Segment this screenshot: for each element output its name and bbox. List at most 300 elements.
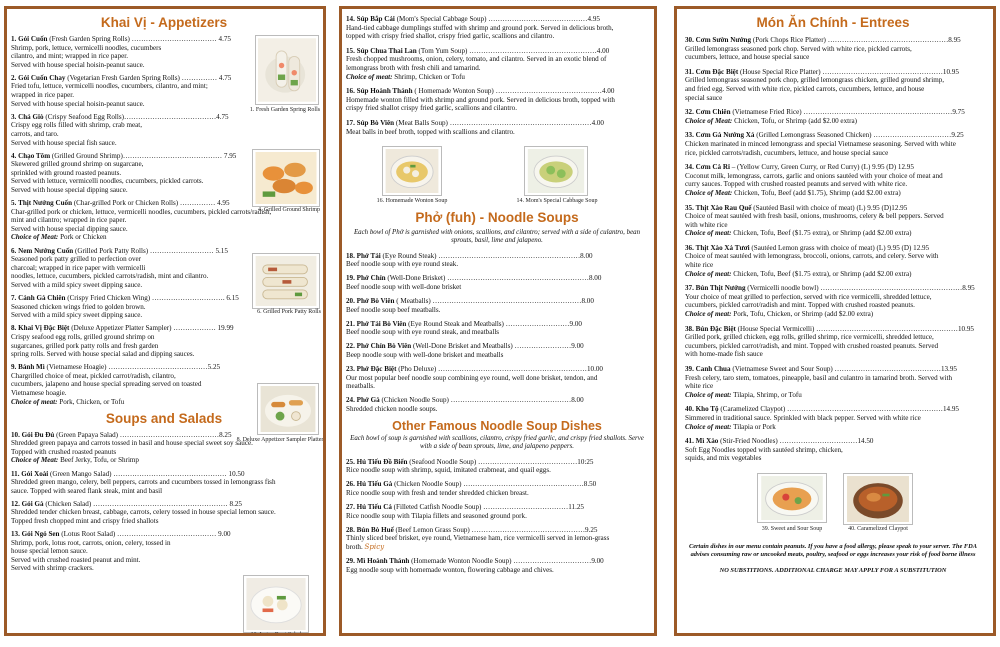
menu-item-number: 20. [346,297,355,306]
menu-item-description: Topped fresh chopped mint and crispy fried shallots [11,517,159,525]
menu-item-price-line: (Eye Round Steak and Meatballs) ………………………9.00 [408,319,582,328]
choice-value: Tilapia, Shrimp, or Tofu [733,390,802,399]
menu-item-header [346,480,648,489]
menu-item-price-line: ( Homemade Wonton Soup) ………………………………………4.00 [414,87,615,96]
menu-item-name: Gỏi Xoài [21,469,49,478]
menu-item-name: Bún Đặc Biệt [695,324,736,333]
menu-item-description: Fried tofu, lettuce, vermicelli noodles, cucumbers, cilantro, and mint; [11,82,208,91]
menu-item-name: Cơm Gà Nướng Xả [695,131,755,140]
menu-item-name: Phở Tái [356,251,381,260]
menu-item-name: Bún Thịt Nướng [695,284,746,293]
soups-column [346,15,648,580]
menu-item-price-line: (Meat Balls Soup) ……………………………………………………4.00 [395,118,604,127]
menu-item-header [685,68,981,77]
menu-item-name: Súp Hoành Thánh [356,87,413,96]
menu-item-number: 40. [685,405,694,414]
menu-item-description: sprinkled with ground roasted peanuts. [11,168,122,177]
entrees-list [685,36,981,463]
menu-item-choice-line [685,310,981,319]
menu-item [11,113,317,147]
menu-item-header [685,131,981,140]
menu-item-description: Grilled lemongrass seasoned pork chop, grilled lemongrass chicken, grilled ground shrimp, [685,76,945,85]
menu-item-description: Shrimp, pork, lettuce, vermicelli noodles, cucumbers [11,43,162,52]
menu-item [346,365,648,391]
menu-item-description: Our most popular beef noodle soup combining eye round, well done brisket, tendon, and [346,373,598,382]
menu-item [346,274,648,291]
menu-item-number: 22. [346,342,355,351]
menu-item-header [346,396,648,405]
choice-label: Choice of meat: [685,422,732,431]
menu-item-name: Súp Bắp Cải [356,15,395,23]
menu-item-number: 3. [11,112,17,121]
menu-item-number: 26. [346,480,355,489]
menu-item-description: wrapped in rice paper. [11,91,75,100]
menu-item [685,131,981,157]
menu-item-number: 4. [11,151,17,160]
menu-item-price-line: (Grilled Lemongrass Seasoned Chicken) ……………………………9.25 [756,131,964,140]
menu-item-description: house special lemon sauce. [11,547,88,556]
menu-item-description: Served with house special hoisin-peanut sauce. [11,99,145,108]
menu-item-description: cucumbers, lettuce, and house special sauce [685,53,810,62]
choice-value: Pork or Chicken [60,233,107,242]
menu-item-header [11,113,317,122]
choice-label: Choice of Meat: [685,188,733,197]
menu-item-description: Served with shrimp crackers. [11,564,94,573]
menu-item-number: 9. [11,363,17,372]
menu-item-number: 27. [346,503,355,512]
menu-item [685,108,981,125]
menu-item-description: Beef noodle soup with eye round steak, and meatballs [346,328,500,337]
menu-item-description: Rice noodle soup with Tilapia fillets and seasoned ground pork. [346,511,527,520]
menu-item-number: 19. [346,274,355,283]
other-noodles-intro: Each bowl of soup is garnished with scallions, cilantro, crispy fried garlic, and crispy fried shallots. Serve with a side of bean sprouts, lime, and jalapeno peppers. [350,435,644,451]
menu-item-header [11,470,317,479]
menu-item-price-line: (Stir-Fried Noodles) ……………………………14.50 [720,437,874,446]
menu-item-name: Mì Xào [695,437,719,446]
menu-item-header [685,437,981,446]
menu-item-header [346,87,648,96]
menu-item-header [346,274,648,283]
choice-value: Chicken, Tofu, Beef (add $1.75), Shrimp (add $2.00 extra) [734,188,901,197]
menu-item-price-line: (Beef Lemon Grass Soup) …………………………………………9.25 [395,525,598,534]
menu-item-choice-line [685,117,981,126]
caption-pork-patty-rolls: 6. Grilled Pork Patty Rolls [257,309,321,315]
menu-item-number: 29. [346,557,355,566]
deluxe-sampler-photo [257,383,319,435]
menu-item-description: mint and cilantro; wrapped in rice paper. [11,216,127,225]
choice-value: Tilapia or Pork [733,422,776,431]
menu-item-price-line: (Eye Round Steak) ……………………………………………………8.00 [382,251,593,260]
menu-item-description: Rice noodle soup with shrimp, squid, imitated crabmeat, and quail eggs. [346,466,551,475]
menu-item-name: Bún Bò Huế [356,525,394,534]
menu-item [346,320,648,337]
menu-item-price-line: (Crispy Fried Chicken Wing) …………………………. 6.15 [67,294,239,303]
claypot-photo [843,473,913,525]
menu-item [346,47,648,81]
menu-item-name: Phở Đặc Biệt [356,365,397,374]
menu-item-number: 38. [685,324,694,333]
menu-item-name: Thịt Xào Xả Tươi [695,243,750,252]
menu-item-name: Súp Chua Thai Lan [356,46,417,55]
menu-item-choice-line [685,391,981,400]
menu-item-description: Fresh celery, taro stem, tomatoes, pineapple, basil and culantro in tamarind broth. Served with [685,373,953,382]
menu-item-number: 31. [685,67,694,76]
choice-value: Pork, Tofu, Chicken, or Shrimp (add $2.00 extra) [733,310,874,319]
menu-item [11,500,317,526]
choice-value: Shrimp, Chicken or Tofu [394,72,465,81]
menu-item-number: 25. [346,457,355,466]
menu-item-price-line: (Tom Yum Soup) ………………………………………………4.00 [418,46,610,55]
menu-item-description: carrots, and taro. [11,129,59,138]
menu-item-description: Shredded green papaya and carrots tossed in basil and house special sweet soy sauce. [11,439,253,448]
menu-item-price-line: (Chicken Noodle Soup) ……………………………………………8.50 [394,480,597,489]
choice-value: Chicken, Tofu, Beef ($1.75 extra), or Shrimp (add $2.00 extra) [733,229,912,238]
menu-item-name: Bánh Mì [18,363,45,372]
menu-item [685,284,981,318]
menu-item-description: Crispy seafood egg rolls, grilled ground shrimp on [11,332,155,341]
menu-item [346,252,648,269]
menu-item-name: Cơm Sườn Nướng [695,36,752,44]
menu-item-price-line: (Char-grilled Pork or Chicken Rolls) …………… 4.95 [73,199,230,208]
menu-item-description: noodles, lettuce, cucumbers, pickled carrots/radish, mint and cilantro. [11,272,209,281]
menu-item-price-line: (Sautéed Lemon grass with choice of meat) (L) 9.95 (D) 12.95 [751,243,930,252]
menu-item-description: crispy fried shallot crispy fried garlic, scallions and cilantro. [346,104,517,113]
menu-item-header [685,284,981,293]
menu-item-choice-line [346,73,648,82]
menu-item-price-line: (Vietnamese Fried Rice) ………………………………………………………9.75 [732,108,965,117]
menu-item-header [346,15,648,24]
menu-item-name: Hủ Tiếu Đồ Biển [356,457,408,466]
menu-item-description: Simmered in traditional sauce. Sprinkled with black pepper. Served with white rice [685,413,921,422]
substitution-policy: NO SUBSTITIONS. ADDITIONAL CHARGE MAY APPLY FOR A SUBSTITUTION [719,566,947,574]
menu-item-description: special sauce [685,93,723,102]
menu-item-description: Served with house special dipping sauce. [11,186,128,194]
menu-item-number: 12. [11,499,20,508]
appetizers-heading: Khai Vị - Appetizers [100,15,228,30]
grilled-shrimp-photo [252,149,320,207]
menu-item-description: Choice of meat sautéed with lemongrass, broccoli, onions, carrots, and celery. Serve with [685,252,939,261]
menu-item-price-line: (Filleted Catfish Noodle Soup) ………………………………11.25 [393,503,584,512]
menu-item [11,324,317,358]
choice-label: Choice of Meat: [11,233,59,242]
caption-wonton-soup: 16. Homemade Wonton Soup [376,198,448,205]
menu-item-description: Beef noodle soup with well-done brisket [346,283,462,291]
menu-item [685,36,981,62]
menu-item-header [346,119,648,128]
menu-item-description: Rice noodle soup with fresh and tender shredded chicken breast. [346,489,529,497]
menu-item-description: Chicken marinated in minced lemongrass and special Vietnamese seasoning. Served with white [685,139,956,148]
menu-item-description: sauce. Topped with seared flank steak, mint and basil [11,486,163,495]
entree-photos-row [685,469,981,535]
menu-item-header [346,47,648,56]
menu-item [346,87,648,113]
menu-item-name: Canh Chua [695,365,731,373]
menu-item [346,396,648,413]
menu-item-number: 7. [11,294,17,303]
menu-item-number: 34. [685,163,694,172]
pho-list [346,252,648,414]
menu-item-description: Choice of meat sautéed with fresh basil, onions, mushrooms, celery & bell peppers. Served [685,212,944,221]
menu-item-description: topped with crispy fried shallot, crispy fried garlic, scallions and cilantro. [346,32,555,41]
menu-item-price-line: (House Special Vermicelli) ……………………………………………………10.95 [737,324,974,333]
menu-item-number: 24. [346,396,355,405]
choice-label: Choice of meat: [11,397,58,406]
menu-item-description: lemongrass broth with fresh chili and tamarind. [346,63,481,72]
choice-label: Choice of meat: [685,390,732,399]
menu-item-header [685,36,981,45]
menu-item-name: Phở Bò Viên [356,297,395,306]
menu-item-name: Mì Hoành Thánh [356,557,410,566]
menu-item-description: Served with house special hoisin-peanut sauce. [11,60,145,69]
menu-item-price-line: (Seafood Noodle Soup) ……………………………………10:25 [409,457,594,466]
pho-intro: Each bowl of Phở is garnished with onions, scallions, and cilantro; served with a side of culantro, bean sprouts, basil, lime and jalapeno. [353,229,641,245]
menu-item-description: spring rolls. Served with house special salad and dipping sauces. [11,350,195,359]
caption-sweet-sour-soup: 39. Sweet and Sour Soup [761,525,823,532]
menu-item [685,163,981,197]
menu-item-name: Phở Tái Bò Viên [356,319,407,328]
choice-value: Chicken, Tofu, or Shrimp (add $2.00 extra) [734,116,857,125]
menu-item-name: Cơm Đặc Biệt [695,67,739,76]
menu-item-name: Chả Giò [18,112,44,121]
menu-item-description: Coconut milk, lemongrass, carrots, garlic and onions sautéed with your choice of meat and [685,171,943,180]
menu-item-name: Hủ Tiếu Gà [356,480,393,489]
sweet-sour-soup-photo [757,473,827,523]
menu-item-name: Chạo Tôm [18,151,51,160]
menu-item-description: Beef noodle soup beef meatballs. [346,305,441,314]
menu-item-price-line: – (Yellow Curry, Green Curry, or Red Curry) (L) 9.95 (D) 12.95 [731,163,914,172]
menu-item-price-line: (Homemade Wonton Noodle Soup) ……………………………9.00 [411,557,604,566]
caption-deluxe-sampler: 8. Deluxe Appetizer Sampler Platter [236,437,324,443]
caption-claypot: 40. Caramelized Claypot [848,525,908,532]
menu-item-number: 14. [346,15,355,23]
soups-list [346,15,648,136]
menu-item-name: Hủ Tiếu Cá [356,503,392,512]
menu-item [685,204,981,238]
menu-item-number: 15. [346,46,355,55]
menu-item-description: Served with a mild spicy sweet dipping sauce. [11,311,143,320]
menu-item-name: Kho Tộ [695,405,719,414]
choice-label: Choice of meat: [346,72,393,81]
menu-item [346,15,648,41]
menu-item-header [685,108,981,117]
caption-grilled-shrimp: 4. Grilled Ground Shrimp [258,207,320,213]
choice-value: Beef Jerky, Tofu, or Shrimp [60,456,139,465]
menu-item-price-line: (Grilled Ground Shrimp)…………………………………… 7.95 [51,151,237,160]
menu-item-description: Shrimp, pork, lotus root, carrots, onion, celery, tossed in [11,538,171,547]
menu-item-description: Char-grilled pork or chicken, lettuce, vermicelli noodles, cucumbers, pickled carrots/radish, [11,207,272,216]
menu-item-description: Skewered grilled ground shrimp on sugarcane, [11,160,144,169]
menu-item-number: 10. [11,430,20,439]
menu-item-description: rice, pickled carrots/radish, cucumbers, lettuce, and house special sauce [685,148,889,157]
other-noodles-list [346,458,648,575]
menu-item [346,557,648,574]
menu-item-price-line: (Chicken Salad) ………………………………………………… 8.25 [45,499,242,508]
menu-item-description: broth. [346,542,363,551]
choice-value: Pork, Chicken, or Tofu [59,397,125,406]
menu-item-price-line: (Well-Done Brisket and Meatballs) ……………………9.00 [413,342,584,351]
menu-item-number: 8. [11,324,17,333]
choice-label: Choice of meat: [685,310,732,319]
menu-item-description: and fried egg. Served with white rice, pickled carrots, cucumbers, lettuce, and house [685,84,925,93]
menu-item [11,530,317,573]
menu-item-description: charcoal; wrapped in rice paper with vermicelli [11,263,146,272]
menu-item-header [685,163,981,172]
menu-item-choice-line [11,456,317,465]
menu-item-header [11,363,317,372]
menu-item-description: Thinly sliced beef brisket, eye round, Vietnamese ham, rice vermicelli served in lemon-grass [346,534,610,543]
choice-label: Choice of meat: [685,229,732,238]
menu-item [685,437,981,463]
menu-item-header [11,324,317,333]
menu-item-number: 6. [11,246,17,255]
menu-item-description: Crispy egg rolls filled with shrimp, crab meat, [11,121,143,130]
menu-item-number: 18. [346,251,355,260]
menu-item-header [685,204,981,213]
menu-item-header [346,526,648,535]
caption-lotus-root-salad: 13. Lotus Root Salad [250,632,302,636]
menu-item-name: Cơm Cà Ri [695,163,730,172]
menu-item-name: Gỏi Gà [21,499,44,508]
menu-item [346,526,648,552]
menu-item-header [685,244,981,253]
menu-item-description: Shredded tender chicken breast, cabbage, carrots, celery tossed in house special lemon sauce. [11,508,276,517]
menu-item-description: squids, and mix vegetables [685,454,762,463]
entrees-column [685,15,981,575]
menu-item-description: white rice [685,261,714,270]
menu-item-description: Fresh chopped mushrooms, onion, celery, tomato, and cilantro. Served in an exotic blend of [346,55,607,64]
menu-item-description: Beep noodle soup with well-done brisket and meatballs [346,351,504,360]
menu-item-description: Served with a mild spicy sweet dipping sauce. [11,280,143,289]
menu-item-name: Gỏi Đu Đủ [21,430,55,439]
menu-item-name: Phở Chín [356,274,386,283]
menu-item-name: Gỏi Cuốn Chay [18,73,66,82]
menu-item-header [346,342,648,351]
menu-item-number: 5. [11,199,17,208]
menu-item-description: with home-made fish sauce [685,350,763,359]
menu-item-number: 30. [685,36,694,44]
menu-item-choice-line [685,270,981,279]
menu-item [685,68,981,102]
menu-item-description: cucumbers, pickled carrot/radish and mint. Topped with crushed roasted peanuts. [685,301,915,310]
menu-item-number: 23. [346,365,355,374]
menu-item-price-line: (Chicken Noodle Soup) ……………………………………………8.00 [381,396,584,405]
menu-item-description: with white rice [685,220,728,229]
menu-item-description: curry sauces. Topped with crushed roasted peanuts and served with white rice. [685,180,908,189]
menu-item-name: Thịt Nướng Cuốn [18,199,73,208]
menu-item-description: Served with crushed roasted peanut and mint. [11,555,141,564]
menu-item-description: Vietnamese hoagie. [11,388,67,397]
menu-item [346,119,648,136]
menu-item-number: 11. [11,469,20,478]
pho-heading: Phở (fuh) - Noodle Soups [415,210,579,226]
menu-item-price-line: (Vegetarian Fresh Garden Spring Rolls) …………… 4.75 [67,73,232,82]
menu-item-header [685,405,981,414]
soups-salads-heading: Soups and Salads [105,410,223,426]
menu-item [346,503,648,520]
menu-item-name: Thịt Xào Rau Quế [695,203,752,212]
menu-item-price-line: (Crispy Seafood Egg Rolls)…………………………………4.75 [45,112,229,121]
menu-item [685,325,981,359]
menu-item [346,342,648,359]
menu-item-header [346,503,648,512]
menu-item-name: Cánh Gà Chiên [18,294,66,303]
menu-item-price-line: (Lotus Root Salad) …………………………………… 9.00 [61,530,231,539]
menu-item-description: Seasoned pork patty grilled to perfection over [11,255,142,264]
menu-item-description: Shredded chicken noodle soups. [346,405,438,414]
menu-item-description: Your choice of meat grilled to perfection, served with rice vermicelli, shredded lettuce, [685,292,932,301]
menu-item-number: 2. [11,73,17,82]
soup-photos-row [346,142,648,208]
entrees-panel [674,6,996,636]
menu-item-description: Beef noodle soup with eye round steak. [346,260,459,269]
menu-item-number: 16. [346,87,355,96]
menu-item-header [346,252,648,261]
menu-item-description: white rice [685,382,714,391]
menu-item-description: Served with house special dipping sauce. [11,224,128,233]
allergy-notice: Certain dishes in our menu contain peanuts. If you have a food allergy, please speak to your server. The FDA advises consuming raw or uncooked meats, poultry, seafood or eggs increases your risk of food borne illness [688,542,978,558]
menu-item-description: Seasoned chicken wings fried to golden brown. [11,302,146,311]
menu-item-header [346,557,648,566]
menu-item-choice-line [685,229,981,238]
menu-item-header [346,320,648,329]
choice-label: Choice of meat: [685,269,732,278]
menu-item-description: Hand-tied cabbage dumplings stuffed with shrimp and ground pork. Served in delicious broth, [346,23,614,32]
menu-item-description: Served with house special fish sauce. [11,138,117,147]
menu-item-header [685,365,981,374]
menu-item-price-line: (Pork Chops Rice Platter) ……………………………………………8.95 [752,36,961,44]
menu-item [685,405,981,431]
menu-item-description: meatballs. [346,382,375,391]
menu-item-number: 32. [685,108,694,117]
menu-item [11,470,317,496]
menu-item-name: Nem Nướng Cuốn [18,246,74,255]
menu-item-price-line: (Fresh Garden Spring Rolls) ……………………………… 4.75 [49,35,231,43]
menu-item-price-line: (Mom's Special Cabbage Soup) ……………………………………4.95 [396,15,600,23]
menu-item-description: Grilled pork, grilled chicken, egg rolls, grilled shrimp, rice vermicelli, shredded lettuce, [685,333,934,342]
menu-item-header [11,530,317,539]
menu-item-description: Shredded green mango, celery, bell peppers, carrots and cucumbers tossed in lemongrass fish [11,478,276,487]
pork-patty-rolls-photo [252,253,320,309]
menu-item-description: Soft Egg Noodles topped with sautéed shrimp, chicken, [685,445,843,454]
soups-salads-list [11,431,317,573]
menu-item-number: 36. [685,243,694,252]
menu-item-description: sugarcanes, grilled pork patty rolls and fresh garden [11,341,159,350]
cabbage-soup-photo [524,146,588,196]
menu-item-spicy-line [346,543,648,552]
lotus-root-salad-photo [243,575,309,633]
menu-item-price-line: (Green Mango Salad) ………………………………………… 10.50 [50,469,245,478]
menu-item-description: cucumbers, pickled carrot/radish, and mint. Topped with crushed roasted peanuts. Served [685,341,939,350]
menu-item-price-line: (Vermicelli noodle bowl) ……………………………………………………8.95 [747,284,975,293]
menu-item-description: Egg noodle soup with homemade wonton, flowering cabbage and chives. [346,565,554,574]
menu-item-number: 41. [685,437,694,446]
menu-item-name: Gỏi Cuốn [18,35,48,43]
choice-value: Chicken, Tofu, Beef ($1.75 extra), or Shrimp (add $2.00 extra) [733,269,912,278]
menu-item-description: Served with lettuce, vermicelli noodles, cucumbers, pickled carrots. [11,177,204,186]
menu-item [11,431,317,465]
menu-item-number: 13. [11,530,20,539]
menu-item [685,244,981,278]
caption-fresh-spring-rolls: 1. Fresh Garden Spring Rolls [249,107,321,113]
menu-item-price-line: (House Special Rice Platter) ……………………………………………10.95 [739,67,959,76]
menu-item-header [346,365,648,374]
fresh-spring-rolls-photo [255,35,319,105]
menu-item-header [346,297,648,306]
menu-item-price-line: (Caramelized Claypot) …………………………………………………………14.95 [720,405,959,414]
menu-item-price-line: (Green Papaya Salad) ……………………………………8.25 [56,430,232,439]
menu-item-description: Meat balls in beef broth, topped with scallions and cilantro. [346,127,515,136]
menu-item-header [685,325,981,334]
